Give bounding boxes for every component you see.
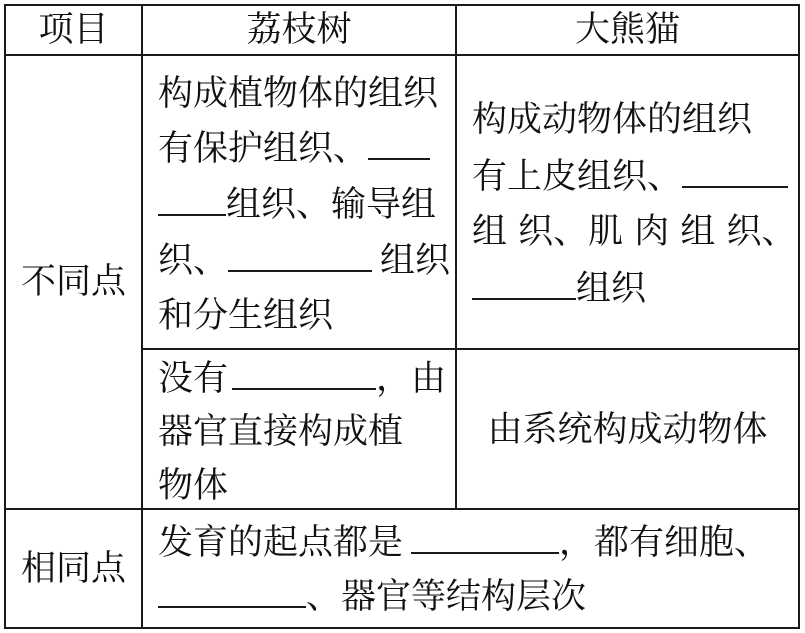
text-line bbox=[472, 150, 788, 203]
column-divider-1 bbox=[141, 4, 143, 629]
cell-panda-system: 由系统构成动物体 bbox=[487, 410, 768, 450]
text-line: 物体 bbox=[158, 466, 229, 506]
answer-blank[interactable] bbox=[232, 352, 376, 390]
text-line bbox=[158, 352, 446, 405]
table-border-right bbox=[798, 4, 800, 629]
answer-blank[interactable] bbox=[411, 516, 559, 554]
answer-blank[interactable] bbox=[682, 150, 788, 188]
text-line: 器官直接构成植 bbox=[158, 412, 404, 452]
text-line bbox=[158, 178, 436, 231]
text-line: 组 织、肌 肉 组 织、 bbox=[472, 212, 797, 252]
text-line bbox=[158, 234, 450, 287]
text-line: 和分生组织 bbox=[158, 296, 334, 336]
text-line bbox=[158, 516, 769, 569]
header-giant-panda: 大熊猫 bbox=[574, 10, 680, 50]
table-border-left bbox=[4, 4, 6, 629]
text-fragment: 没有 bbox=[158, 359, 229, 399]
text-fragment: 有保护组织、 bbox=[158, 129, 369, 169]
text-line bbox=[472, 262, 646, 315]
answer-blank[interactable] bbox=[368, 122, 430, 160]
text-fragment: 组织 bbox=[380, 241, 451, 281]
row-label-similarities: 相同点 bbox=[20, 549, 126, 589]
text-fragment: 组织 bbox=[576, 269, 647, 309]
answer-blank[interactable] bbox=[228, 234, 372, 272]
text-fragment: 发育的起点都是 bbox=[158, 523, 404, 563]
text-fragment: 、器官等结构层次 bbox=[306, 577, 587, 617]
subrow-divider bbox=[141, 348, 800, 350]
text-fragment: ，都有细胞、 bbox=[559, 523, 770, 563]
text-fragment: 有上皮组织、 bbox=[472, 157, 683, 197]
answer-blank[interactable] bbox=[472, 262, 576, 300]
text-fragment: ，由 bbox=[376, 359, 447, 399]
text-line: 构成动物体的组织 bbox=[472, 100, 753, 140]
header-item: 项目 bbox=[38, 10, 109, 50]
table-border-bottom bbox=[4, 627, 800, 629]
row-divider-main bbox=[4, 508, 800, 510]
text-fragment: 织、 bbox=[158, 241, 229, 281]
text-line bbox=[158, 570, 586, 623]
text-line: 构成植物体的组织 bbox=[158, 74, 439, 114]
answer-blank[interactable] bbox=[158, 570, 306, 608]
row-label-differences: 不同点 bbox=[20, 262, 126, 302]
header-lychee-tree: 荔枝树 bbox=[246, 10, 352, 50]
text-line bbox=[158, 122, 430, 175]
text-fragment: 组织、输导组 bbox=[226, 185, 437, 225]
answer-blank[interactable] bbox=[158, 178, 226, 216]
